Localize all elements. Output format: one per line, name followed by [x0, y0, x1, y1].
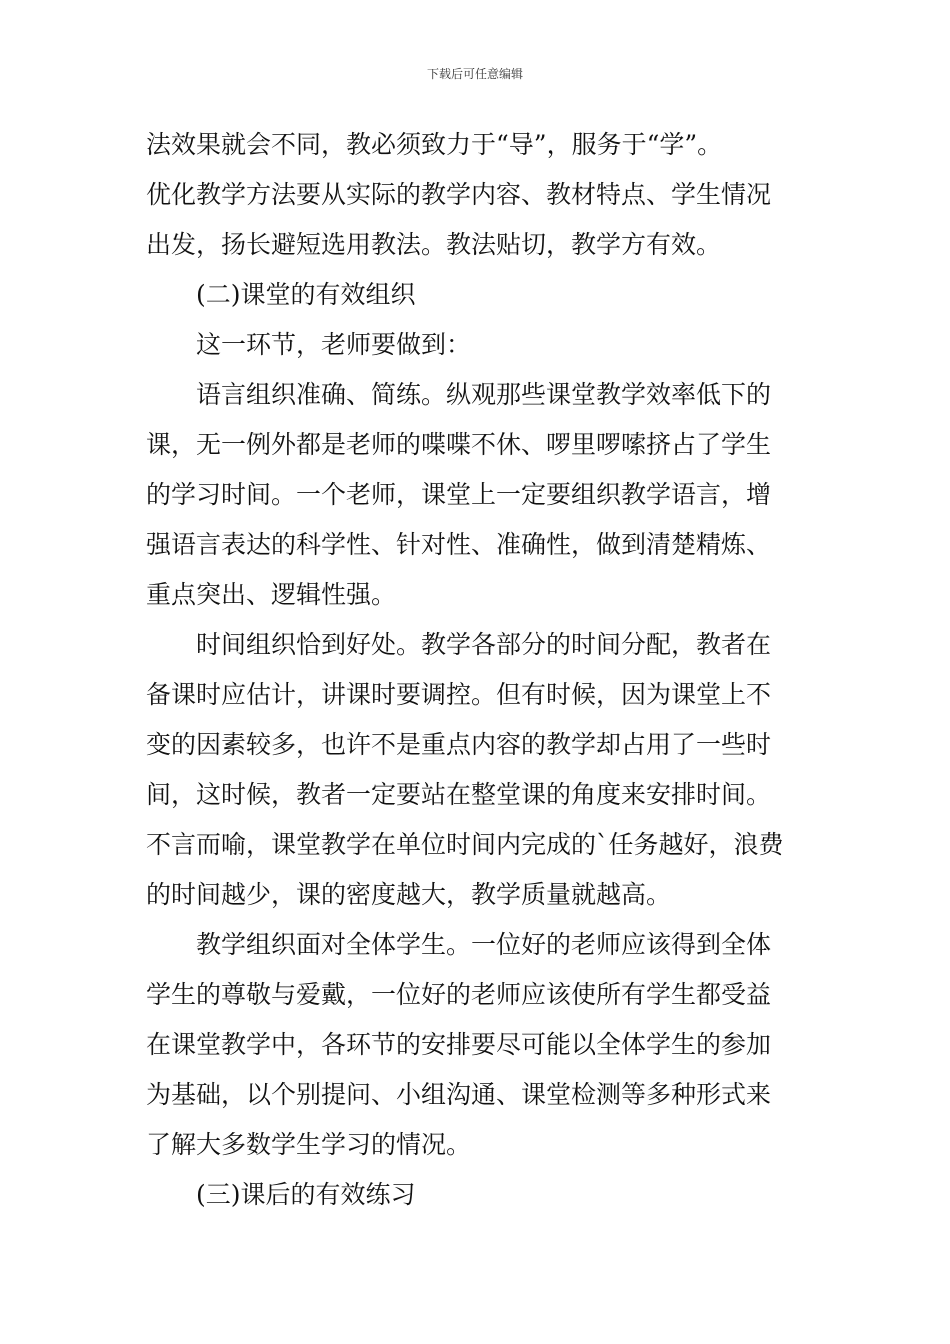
text-line-5: 这一环节，老师要做到： — [196, 330, 472, 359]
text-line-14: 间，这时候，教者一定要站在整堂课的角度来安排时间。 — [146, 780, 772, 809]
text-line-7: 课，无一例外都是老师的喋喋不休、啰里啰嗦挤占了学生 — [146, 430, 772, 459]
text-line-2: 优化教学方法要从实际的教学内容、教材特点、学生情况 — [146, 180, 772, 209]
text-line-6: 语言组织准确、简练。纵观那些课堂教学效率低下的 — [196, 380, 772, 409]
text-line-11: 时间组织恰到好处。教学各部分的时间分配，教者在 — [196, 630, 772, 659]
text-line-21: 了解大多数学生学习的情况。 — [146, 1130, 472, 1159]
text-line-8: 的学习时间。一个老师，课堂上一定要组织教学语言，增 — [146, 480, 772, 509]
section-heading-2: (二)课堂的有效组织 — [196, 280, 416, 309]
page-header-note: 下载后可任意编辑 — [426, 67, 523, 81]
text-line-10: 重点突出、逻辑性强。 — [146, 580, 397, 609]
section-heading-3: (三)课后的有效练习 — [196, 1180, 416, 1209]
text-line-9: 强语言表达的科学性、针对性、准确性，做到清楚精炼、 — [146, 530, 772, 559]
text-line-16: 的时间越少，课的密度越大，教学质量就越高。 — [146, 880, 672, 909]
text-line-3: 出发，扬长避短选用教法。教法贴切，教学方有效。 — [146, 230, 722, 259]
text-line-17: 教学组织面对全体学生。一位好的老师应该得到全体 — [196, 930, 772, 959]
text-line-19: 在课堂教学中，各环节的安排要尽可能以全体学生的参加 — [146, 1030, 772, 1059]
document-body — [146, 120, 808, 1220]
text-line-12: 备课时应估计，讲课时要调控。但有时候，因为课堂上不 — [146, 680, 772, 709]
text-line-13: 变的因素较多，也许不是重点内容的教学却占用了一些时 — [146, 730, 772, 759]
text-line-20: 为基础，以个别提问、小组沟通、课堂检测等多种形式来 — [146, 1080, 772, 1109]
text-line-15: 不言而喻，课堂教学在单位时间内完成的`任务越好，浪费 — [146, 830, 784, 859]
text-line-18: 学生的尊敬与爱戴，一位好的老师应该使所有学生都受益 — [146, 980, 772, 1009]
text-line-1: 法效果就会不同，教必须致力于“导”，服务于“学”。 — [146, 130, 723, 159]
